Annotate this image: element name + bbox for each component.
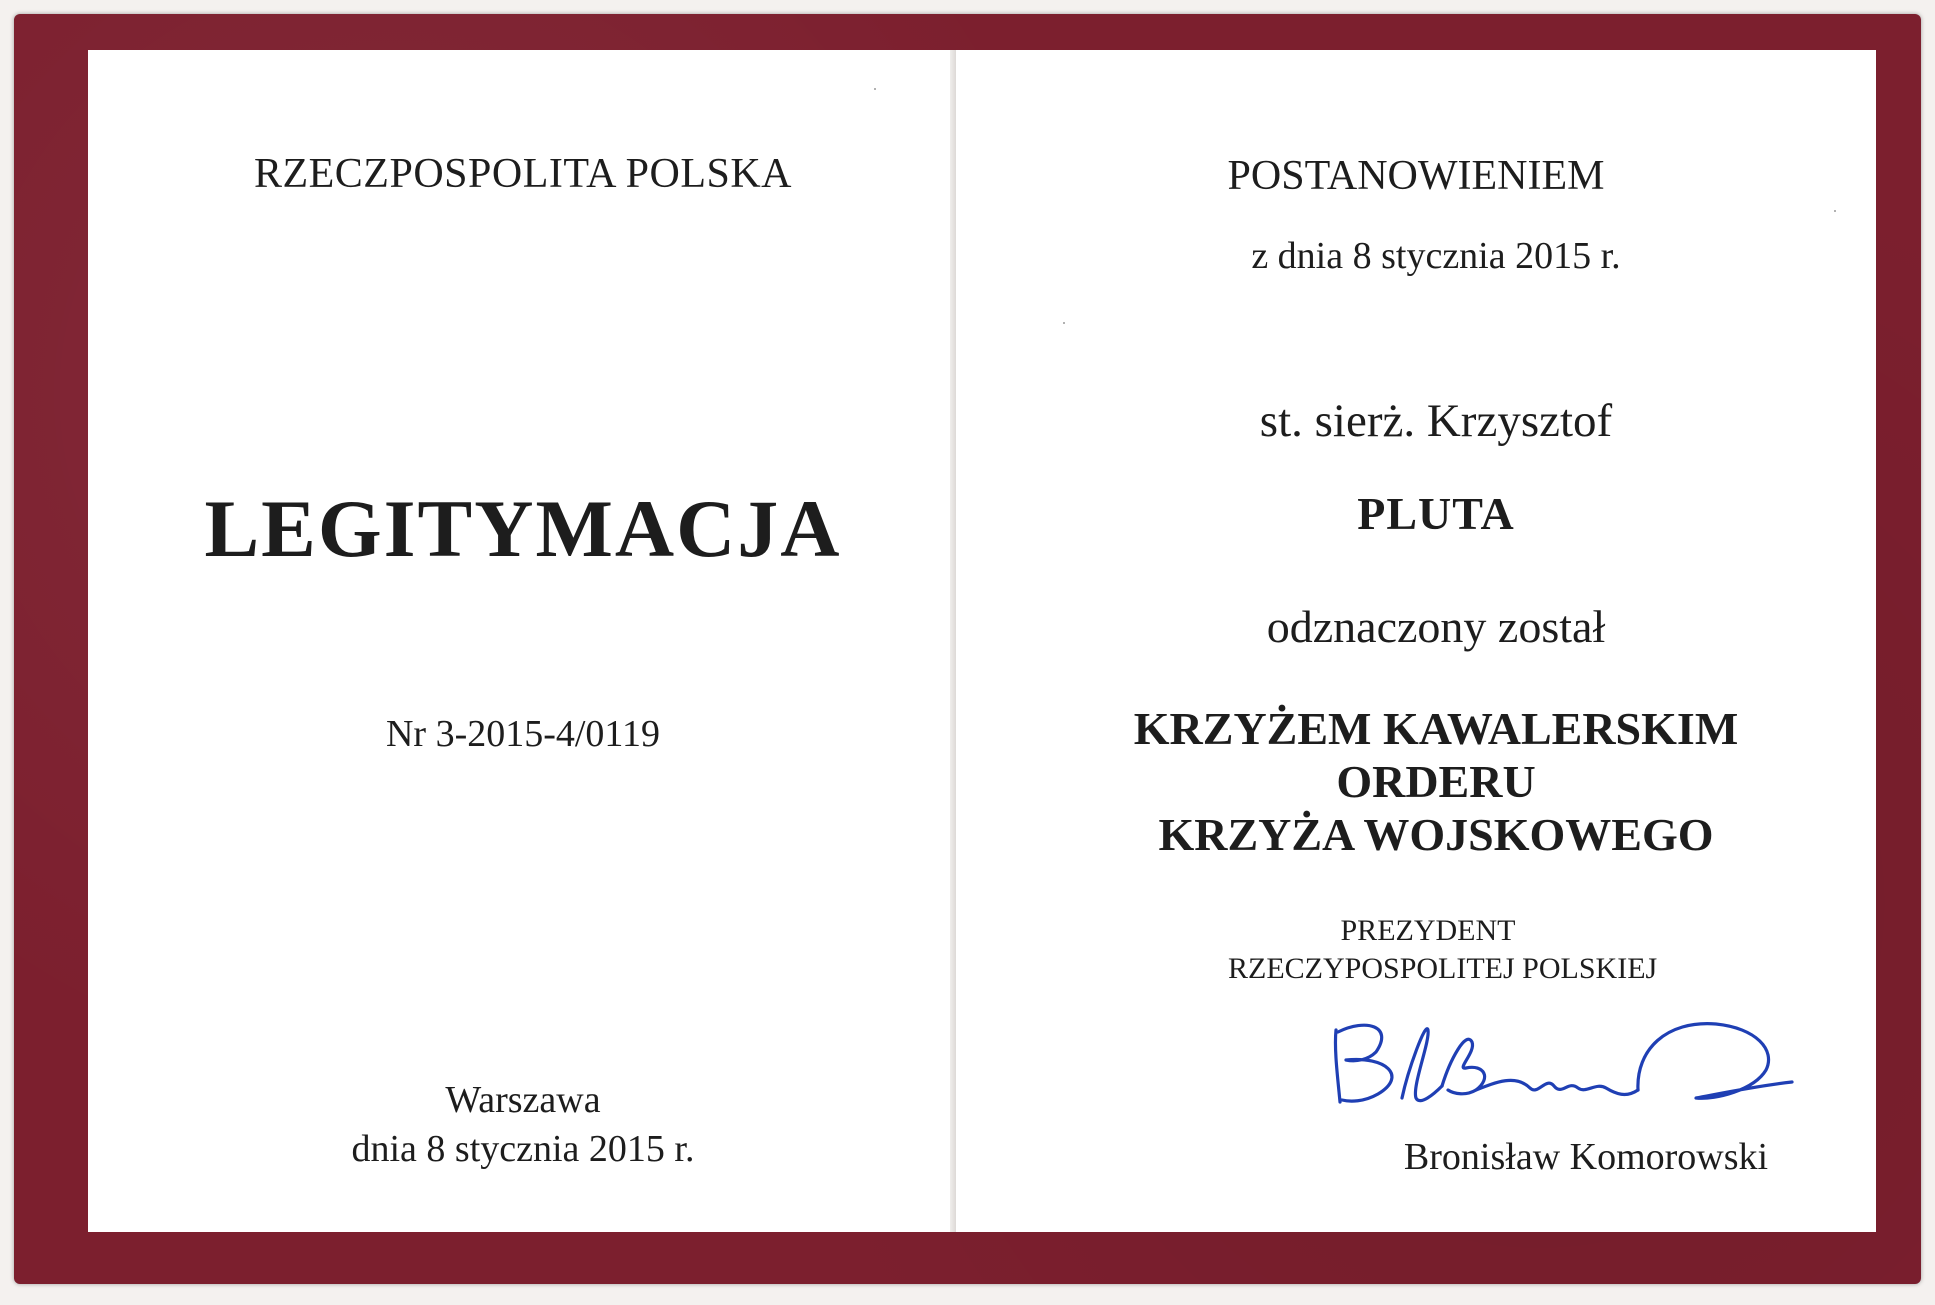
president-title: PREZYDENT (1340, 914, 1516, 947)
document-title: LEGITYMACJA (204, 483, 842, 574)
president-country: RZECZYPOSPOLITEJ POLSKIEJ (1228, 952, 1658, 985)
paper-speck (1834, 210, 1836, 212)
order-line-1: KRZYŻEM KAWALERSKIM (1133, 703, 1739, 754)
signer-name: Bronisław Komorowski (1403, 1136, 1769, 1178)
country-name: RZECZPOSPOLITA POLSKA (253, 151, 793, 197)
handwritten-signature (1316, 990, 1796, 1120)
document-number: Nr 3-2015-4/0119 (385, 713, 661, 755)
awarded-text: odznaczony został (1266, 601, 1606, 652)
recipient-surname: PLUTA (1357, 488, 1515, 539)
issue-city: Warszawa (445, 1079, 601, 1121)
order-line-2: ORDERU (1336, 756, 1536, 807)
left-page (88, 50, 958, 1232)
recipient-rank-name: st. sierż. Krzysztof (1259, 395, 1613, 447)
right-page (956, 50, 1876, 1232)
paper-speck (1063, 322, 1065, 324)
order-line-3: KRZYŻA WOJSKOWEGO (1158, 809, 1714, 860)
decision-date: z dnia 8 stycznia 2015 r. (1251, 235, 1621, 277)
paper-speck (874, 88, 876, 90)
issue-date: dnia 8 stycznia 2015 r. (351, 1128, 695, 1170)
decision-heading: POSTANOWIENIEM (1227, 153, 1605, 199)
